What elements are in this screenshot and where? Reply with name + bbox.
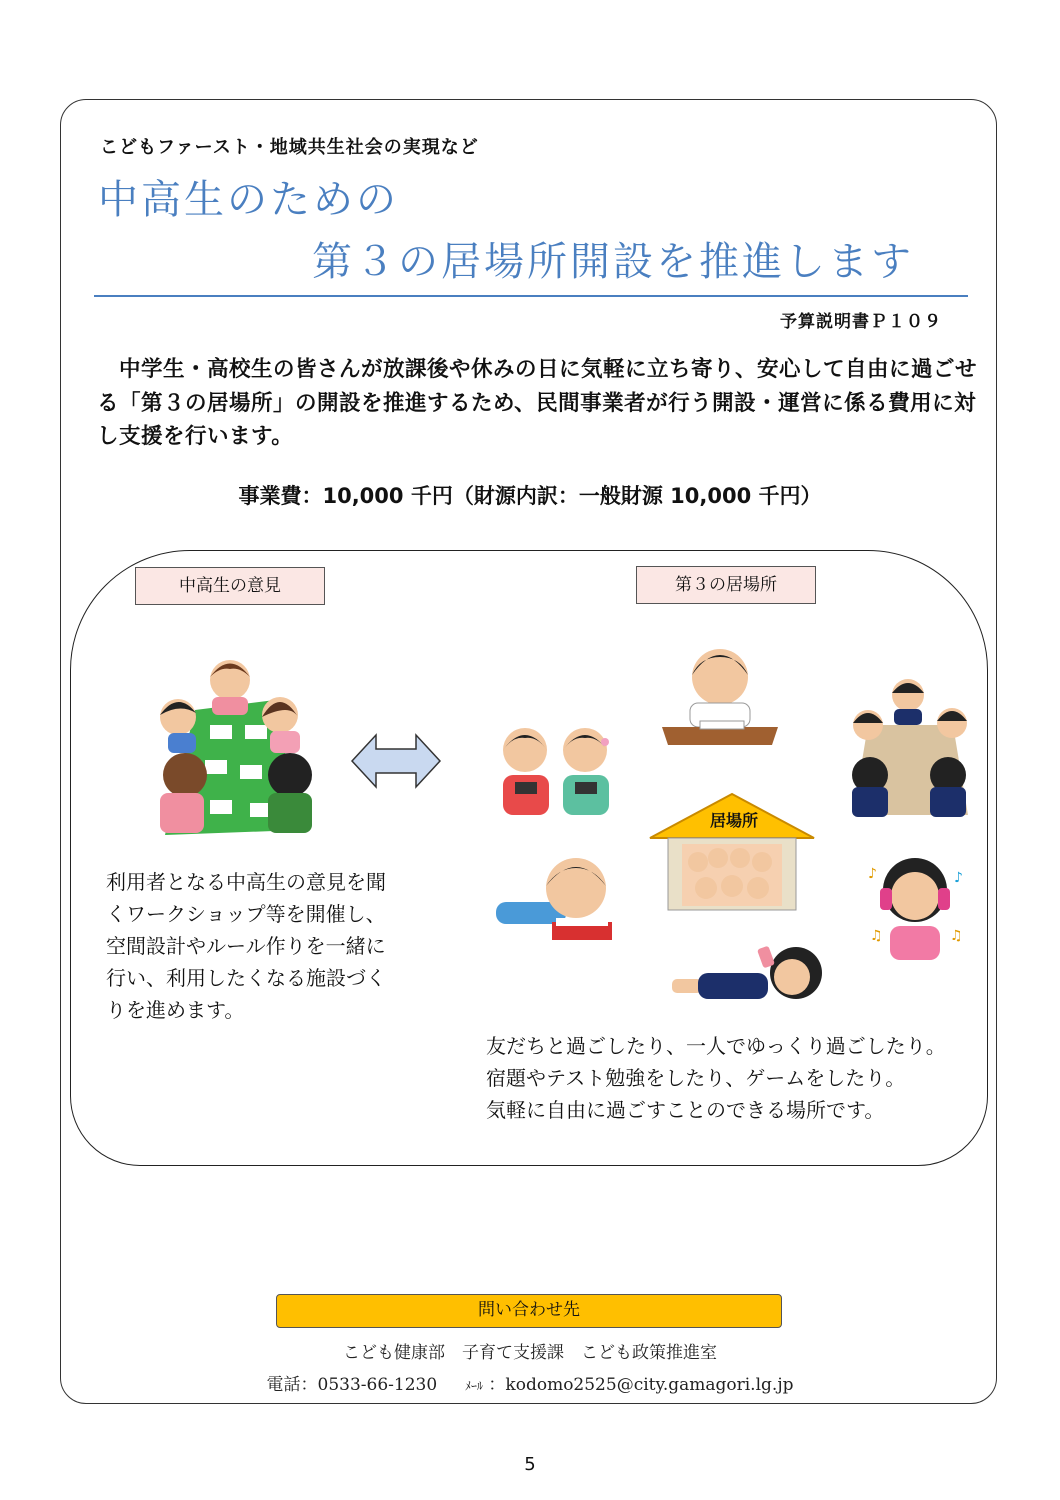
workshop-description-line: 行い、利用したくなる施設づく <box>106 966 386 990</box>
music-girl-illustration <box>860 848 970 963</box>
contact-heading: 問い合わせ先 <box>276 1294 782 1328</box>
intro-paragraph: 中学生・高校生の皆さんが放課後や休みの日に気軽に立ち寄り、安心して自由に過ごせる「第３の居場所」の開設を推進するため、民間事業者が行う開設・運営に係る費用に対し支援を行います。 <box>97 357 978 449</box>
svg-text:♫: ♫ <box>950 928 963 944</box>
studying-student-illustration <box>660 635 780 755</box>
lying-girl-illustration <box>668 935 833 1010</box>
house-label: 居場所 <box>709 811 758 830</box>
workshop-description <box>106 866 426 1026</box>
category-label: こどもファースト・地域共生社会の実現など <box>100 137 479 158</box>
budget-reference: 予算説明書Ｐ１０９ <box>780 312 942 332</box>
workshop-description-line: 空間設計やルール作りを一緒に <box>106 934 386 958</box>
page-title-line1: 中高生のための <box>98 177 399 223</box>
reading-boy-illustration <box>494 852 619 947</box>
workshop-illustration <box>150 655 315 840</box>
gaming-kids-illustration <box>493 720 623 825</box>
svg-text:♪: ♪ <box>868 866 877 882</box>
third-place-description-line: 気軽に自由に過ごすことのできる場所です。 <box>486 1098 885 1122</box>
group-study-illustration <box>848 675 973 825</box>
project-cost: 事業費：10,000 千円（財源内訳：一般財源 10,000 千円） <box>238 484 822 508</box>
third-place-tag: 第３の居場所 <box>636 566 816 604</box>
contact-mail[interactable]: ：kodomo2525@city.gamagori.lg.jp <box>488 1375 794 1395</box>
third-place-description-line: 友だちと過ごしたり、一人でゆっくり過ごしたり。 <box>486 1034 946 1058</box>
contact-mail-label: ﾒｰﾙ <box>465 1379 484 1393</box>
contact-phone: 電話：0533-66-1230 <box>266 1375 438 1395</box>
third-place-description <box>486 1030 986 1126</box>
page-title-line2: 第３の居場所開設を推進します <box>312 239 914 285</box>
svg-text:♫: ♫ <box>870 928 883 944</box>
workshop-description-line: くワークショップ等を開催し、 <box>106 902 386 926</box>
contact-details <box>0 1370 1060 1395</box>
third-place-description-line: 宿題やテスト勉強をしたり、ゲームをしたり。 <box>486 1066 906 1090</box>
double-arrow-icon <box>350 733 442 789</box>
title-divider <box>94 295 968 297</box>
contact-department: こども健康部 子育て支援課 こども政策推進室 <box>343 1343 717 1363</box>
workshop-description-line: 利用者となる中高生の意見を聞 <box>106 870 386 894</box>
opinion-tag: 中高生の意見 <box>135 567 325 605</box>
page-number: 5 <box>524 1454 536 1475</box>
svg-text:♪: ♪ <box>954 870 963 886</box>
workshop-description-line: りを進めます。 <box>106 998 245 1022</box>
